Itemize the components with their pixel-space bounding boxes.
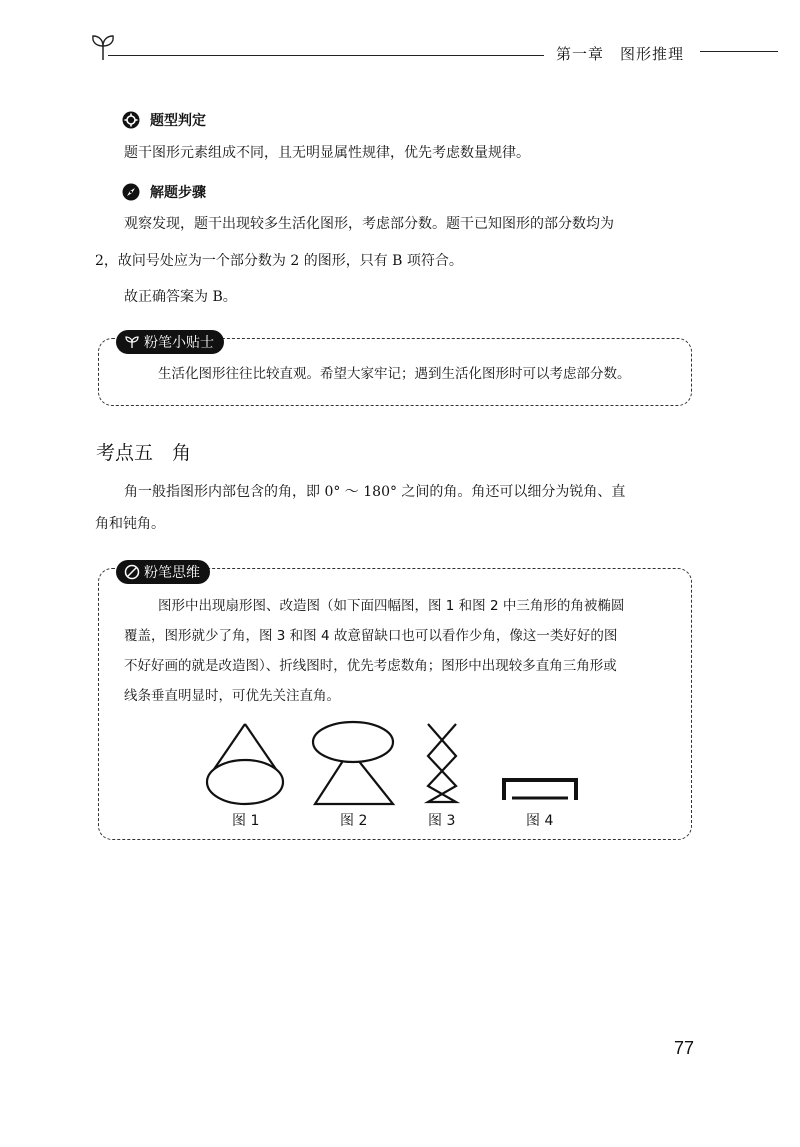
header-rule-left (108, 55, 544, 56)
header-rule-right (700, 51, 778, 52)
figure-4-bracket (504, 780, 576, 800)
tip-text: 生活化图形往往比较直观。希望大家牢记；遇到生活化图形时可以考虑部分数。 (158, 366, 631, 382)
no-entry-icon (124, 564, 140, 580)
question-type-title: 题型判定 (150, 113, 206, 129)
gear-icon (122, 111, 140, 129)
solution-line-1: 观察发现，题干出现较多生活化图形，考虑部分数。题干已知图形的部分数均为 (124, 216, 614, 232)
figure-2-label: 图 2 (340, 813, 368, 829)
tip-label-badge (116, 330, 224, 354)
solution-line-2: 2，故问号处应为一个部分数为 2 的图形，只有 B 项符合。 (95, 253, 463, 269)
figure-1-label: 图 1 (232, 813, 260, 829)
thinking-label-badge (116, 560, 210, 584)
thinking-label: 粉笔思维 (144, 565, 200, 581)
figure-4-label: 图 4 (526, 813, 554, 829)
section-title: 考点五 角 (96, 442, 192, 464)
figure-1-cone (207, 724, 283, 804)
page-number: 77 (674, 1038, 695, 1058)
question-type-text: 题干图形元素组成不同，且无明显属性规律，优先考虑数量规律。 (124, 145, 530, 161)
thinking-line-4: 线条垂直明显时，可优先关注直角。 (124, 688, 340, 704)
figure-3-label: 图 3 (428, 813, 456, 829)
tip-label: 粉笔小贴士 (144, 335, 214, 351)
compass-icon (122, 183, 140, 201)
sprout-icon (124, 335, 140, 349)
chapter-title: 第一章 图形推理 (556, 45, 685, 63)
solution-steps-heading (122, 182, 206, 202)
solution-steps-title: 解题步骤 (150, 185, 206, 201)
solution-answer: 故正确答案为 B。 (124, 289, 237, 305)
figure-2-triangle-ellipse (313, 722, 393, 804)
thinking-line-3: 不好好画的就是改造图）、折线图时，优先考虑数角；图形中出现较多直角三角形或 (124, 658, 617, 674)
question-type-heading (122, 110, 206, 130)
sprout-icon (88, 32, 118, 62)
thinking-line-2: 覆盖，图形就少了角，图 3 和图 4 故意留缺口也可以看作少角，像这一类好好的图 (124, 628, 618, 644)
thinking-line-1: 图形中出现扇形图、改造图（如下面四幅图，图 1 和图 2 中三角形的角被椭圆 (158, 598, 625, 614)
figure-3-zigzag (428, 724, 456, 802)
section-line-2: 角和钝角。 (95, 516, 165, 532)
section-line-1: 角一般指图形内部包含的角，即 0° ～ 180° 之间的角。角还可以细分为锐角、直 (124, 484, 626, 500)
figures-illustration (200, 720, 600, 810)
